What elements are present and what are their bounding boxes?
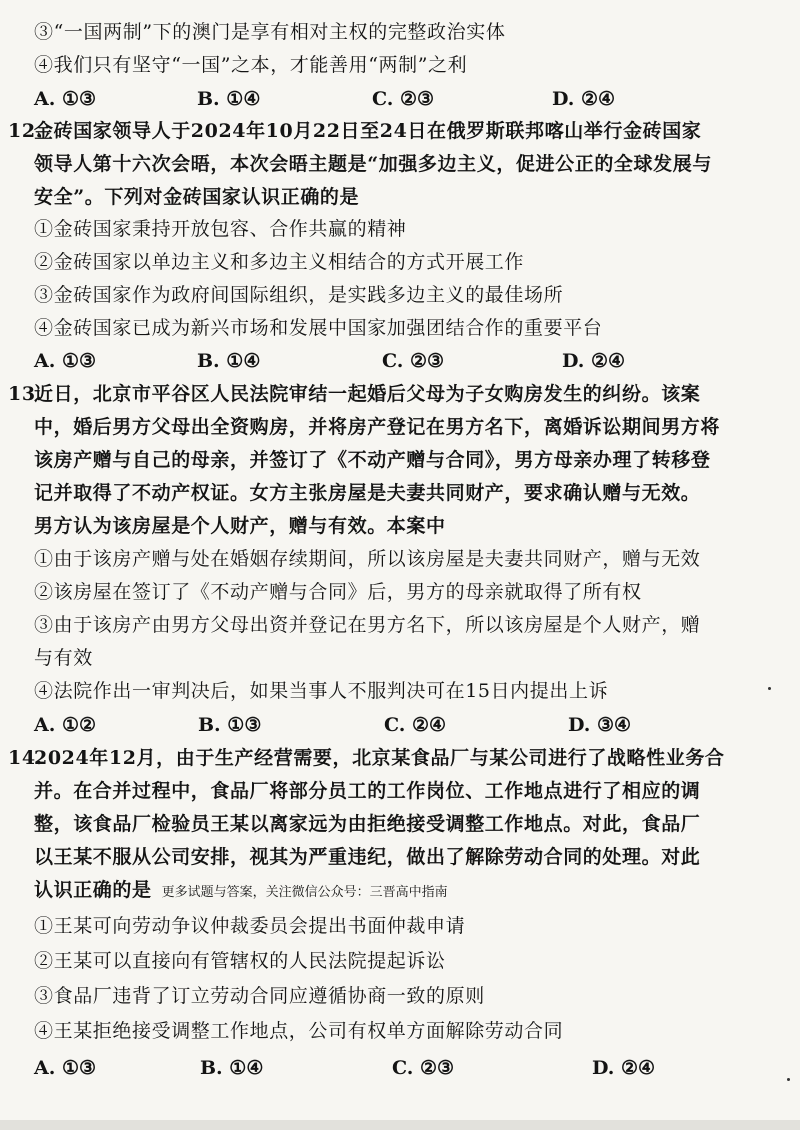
q13-choice-a: A. ①② <box>34 714 97 736</box>
q14-stem-text: 认识正确的是 <box>34 879 152 901</box>
q12-choice-a: A. ①③ <box>34 350 97 372</box>
q13-stem-line-3: 该房产赠与自己的母亲，并签订了《不动产赠与合同》，男方母亲办理了转移登 <box>34 449 711 471</box>
q12-option-1: ①金砖国家秉持开放包容、合作共赢的精神 <box>34 218 407 240</box>
q12-option-2: ②金砖国家以单边主义和多边主义相结合的方式开展工作 <box>34 251 525 273</box>
q13-option-1: ①由于该房产赠与处在婚姻存续期间，所以该房屋是夫妻共同财产，赠与无效 <box>34 548 701 570</box>
q12-choices <box>34 349 774 373</box>
q13-stem-line-2: 中，婚后男方父母出全资购房，并将房产登记在男方名下，离婚诉讼期间男方将 <box>34 416 721 438</box>
q13-number: 13. <box>8 383 43 405</box>
q13-option-2: ②该房屋在签订了《不动产赠与合同》后，男方的母亲就取得了所有权 <box>34 581 642 603</box>
q14-stem-line-2: 并。在合并过程中，食品厂将部分员工的工作岗位、工作地点进行了相应的调 <box>34 780 701 802</box>
q13-choices <box>34 713 774 737</box>
q11-option-4: ④我们只有坚守“一国”之本，才能善用“两制”之利 <box>34 54 468 76</box>
scan-speck <box>787 1078 790 1081</box>
q11-option-3: ③“一国两制”下的澳门是享有相对主权的完整政治实体 <box>34 21 506 43</box>
q11-choice-a: A. ①③ <box>34 88 97 110</box>
promo-note: 更多试题与答案，关注微信公众号：三晋高中指南 <box>161 885 448 900</box>
q14-choice-a: A. ①③ <box>34 1057 97 1079</box>
q13-option-3-cont: 与有效 <box>34 647 93 669</box>
q11-choices <box>34 87 774 111</box>
q12-option-3: ③金砖国家作为政府间国际组织，是实践多边主义的最佳场所 <box>34 284 564 306</box>
q14-option-1: ①王某可向劳动争议仲裁委员会提出书面仲裁申请 <box>34 915 466 937</box>
q13-stem-line-5: 男方认为该房屋是个人财产，赠与有效。本案中 <box>34 515 446 537</box>
q14-stem-line-4: 以王某不服从公司安排，视其为严重违纪，做出了解除劳动合同的处理。对此 <box>34 846 701 868</box>
q14-option-3: ③食品厂违背了订立劳动合同应遵循协商一致的原则 <box>34 985 485 1007</box>
q13-choice-d: D. ③④ <box>568 714 632 736</box>
q14-option-2: ②王某可以直接向有管辖权的人民法院提起诉讼 <box>34 950 446 972</box>
q12-stem-line-2: 领导人第十六次会晤，本次会晤主题是“加强多边主义，促进公正的全球发展与 <box>34 153 712 175</box>
q14-choice-d: D. ②④ <box>592 1057 656 1079</box>
q14-choices <box>34 1056 774 1080</box>
q12-stem-line-3: 安全”。下列对金砖国家认识正确的是 <box>34 186 360 208</box>
q12-number: 12. <box>8 120 43 142</box>
q14-stem-line-3: 整，该食品厂检验员王某以离家远为由拒绝接受调整工作地点。对此，食品厂 <box>34 813 701 835</box>
q13-choice-b: B. ①③ <box>198 714 262 736</box>
q13-stem-line-1: 近日，北京市平谷区人民法院审结一起婚后父母为子女购房发生的纠纷。该案 <box>34 383 701 405</box>
q11-choice-d: D. ②④ <box>552 88 616 110</box>
q11-choice-c: C. ②③ <box>372 88 435 110</box>
q12-stem-line-1: 金砖国家领导人于2024年10月22日至24日在俄罗斯联邦喀山举行金砖国家 <box>34 120 702 142</box>
q12-choice-b: B. ①④ <box>197 350 261 372</box>
q13-option-4: ④法院作出一审判决后，如果当事人不服判决可在15日内提出上诉 <box>34 680 609 702</box>
q12-choice-c: C. ②③ <box>382 350 445 372</box>
q11-choice-b: B. ①④ <box>197 88 261 110</box>
q12-choice-d: D. ②④ <box>562 350 626 372</box>
q13-choice-c: C. ②④ <box>384 714 447 736</box>
scan-speck <box>768 687 771 690</box>
q12-option-4: ④金砖国家已成为新兴市场和发展中国家加强团结合作的重要平台 <box>34 317 603 339</box>
q13-stem-line-4: 记并取得了不动产权证。女方主张房屋是夫妻共同财产，要求确认赠与无效。 <box>34 482 701 504</box>
q14-choice-c: C. ②③ <box>392 1057 455 1079</box>
q14-choice-b: B. ①④ <box>200 1057 264 1079</box>
q14-stem-line-5 <box>34 878 448 905</box>
scan-bottom-edge <box>0 1120 800 1130</box>
q13-option-3: ③由于该房产由男方父母出资并登记在男方名下，所以该房屋是个人财产，赠 <box>34 614 701 636</box>
q14-option-4: ④王某拒绝接受调整工作地点，公司有权单方面解除劳动合同 <box>34 1020 564 1042</box>
q14-number: 14. <box>8 747 43 769</box>
q14-stem-line-1: 2024年12月，由于生产经营需要，北京某食品厂与某公司进行了战略性业务合 <box>34 747 725 769</box>
